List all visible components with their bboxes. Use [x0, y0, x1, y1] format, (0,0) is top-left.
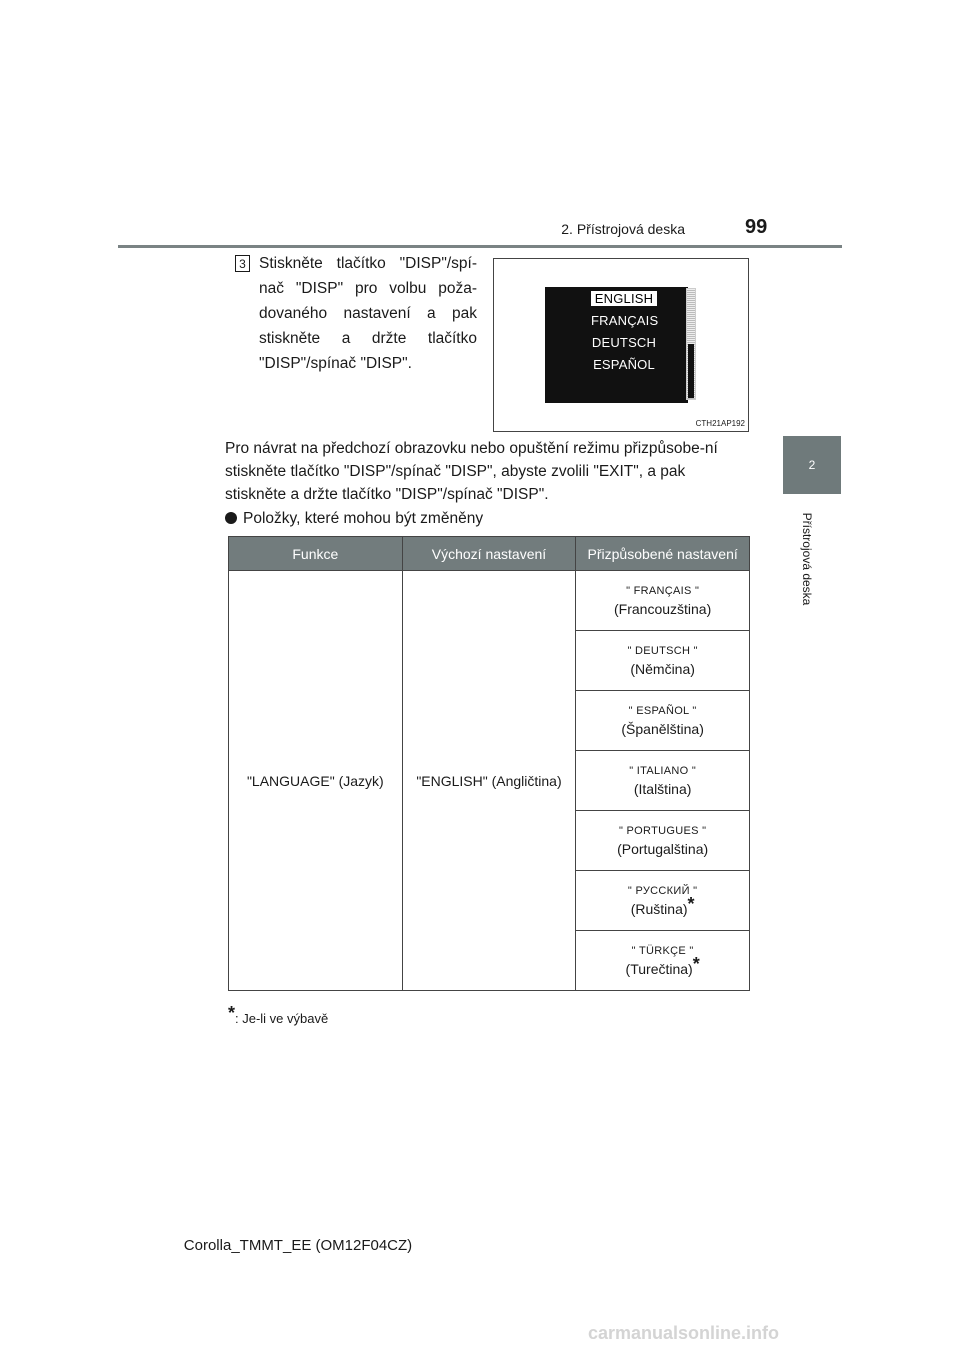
language-option: DEUTSCH [591, 335, 657, 350]
figure-code: CTH21AP192 [695, 419, 745, 428]
option-cell [576, 871, 750, 931]
language-option: ESPAÑOL [593, 357, 655, 372]
step-instruction: Stiskněte tlačítko "DISP"/spí-nač "DISP" pro volbu poža-dovaného nastavení a pak stiskněte a držte tlačítko "DISP"/spínač "DISP". [259, 255, 477, 372]
option-name: " TÜRKÇE " [631, 944, 694, 957]
header-section-title: 2. Přístrojová deska [561, 221, 685, 237]
option-name: " DEUTSCH " [627, 644, 698, 657]
option-desc: (Francouzština) [614, 600, 712, 617]
default-cell: "ENGLISH" (Angličtina) [402, 571, 576, 991]
option-cell [576, 931, 750, 991]
bullet-text: Položky, které mohou být změněny [243, 510, 484, 527]
option-name: " PORTUGUES " [618, 824, 707, 837]
option-cell [576, 811, 750, 871]
option-desc: (Němčina) [630, 660, 695, 677]
chapter-side-label [796, 505, 812, 615]
language-option: FRANÇAIS [591, 313, 659, 328]
body-paragraph: Pro návrat na předchozí obrazovku nebo opuštění režimu přizpůsobe-ní stiskněte tlačítko "DISP"/spínač "DISP", abyste zvolili "EXIT", a pak stiskněte a držte tlačítko "DISP"/spínač "DISP". [225, 440, 718, 503]
table-header: Funkce [229, 537, 403, 571]
option-name: " ESPAÑOL " [628, 704, 697, 717]
footnote-text: : Je-li ve výbavě [235, 1011, 329, 1026]
option-cell [576, 691, 750, 751]
header-divider [118, 245, 842, 248]
table-header-row [229, 537, 750, 571]
step-number-badge: 3 [235, 255, 250, 272]
chapter-tab [783, 436, 841, 494]
table-header: Přizpůsobené nastavení [576, 537, 750, 571]
option-cell [576, 631, 750, 691]
footnote [228, 1003, 329, 1026]
option-desc: (Španělština) [621, 720, 704, 737]
bullet-dot-icon [225, 512, 237, 524]
bullet-heading [225, 510, 483, 528]
language-option-selected: ENGLISH [591, 291, 657, 306]
option-desc: (Turečtina)* [625, 953, 700, 977]
screen-scrollbar [686, 288, 696, 400]
option-desc: (Portugalština) [617, 840, 709, 857]
chapter-label-text: Přístrojová deska [800, 512, 814, 606]
option-cell [576, 751, 750, 811]
table-header: Výchozí nastavení [402, 537, 576, 571]
option-desc: (Italština) [633, 780, 692, 797]
footer-model-code: Corolla_TMMT_EE (OM12F04CZ) [183, 1237, 413, 1254]
chapter-number: 2 [808, 458, 816, 472]
function-cell: "LANGUAGE" (Jazyk) [229, 571, 403, 991]
option-name: " FRANÇAIS " [626, 584, 700, 597]
language-screen [545, 287, 688, 403]
display-illustration [493, 258, 749, 432]
option-name: " ITALIANO " [629, 764, 697, 777]
watermark: carmanualsonline.info [588, 1323, 780, 1343]
option-name: " РУССКИЙ " [627, 884, 698, 897]
page-number: 99 [745, 216, 768, 238]
scrollbar-thumb [688, 344, 694, 398]
settings-table [228, 536, 750, 991]
option-cell [576, 571, 750, 631]
table-row [229, 571, 750, 631]
footnote-star: * [228, 1003, 236, 1023]
option-desc: (Ruština)* [630, 893, 695, 917]
